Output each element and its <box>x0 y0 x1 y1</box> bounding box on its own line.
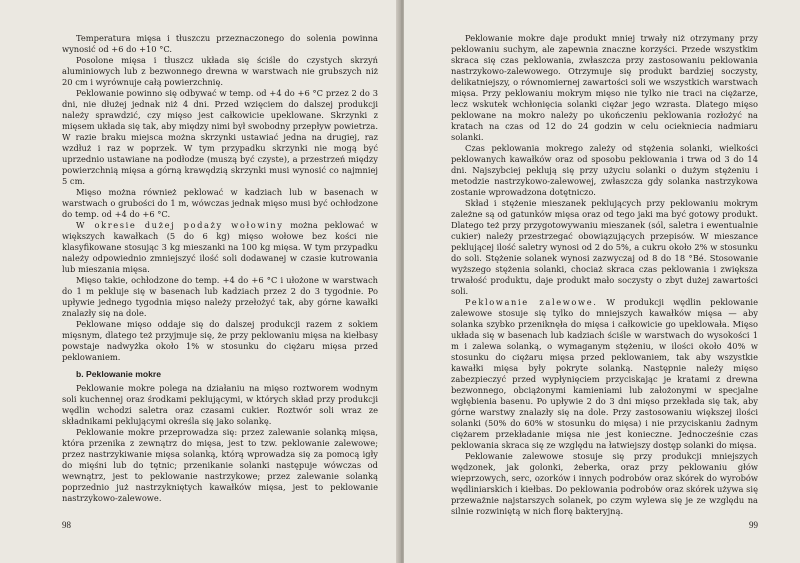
paragraph-text: W produkcji wędlin peklowanie zalewowe stosuje się tylko do mniejszych kawałków mięsa — aby solanka szybko przeniknęła do mięsa i całkowicie go upeklowała. Mięso układa się w basenach lub kadziach ściśle w warstwach do wysokości 1 m i zalewa solanką, o wymaganym stężeniu, w ilości około 40% w stosunku do ciężaru mięsa przed peklowaniem, tak aby wszystkie kawałki mięsa były pokryte solanką. Następnie należy mięso zabezpieczyć przed wypłynięciem przyciskając je kratami z drewna bezwonnego, obciążonymi kamieniami lub założonymi w specjalne wgłębienia basenu. Po upływie 2 do 3 dni mięso przekłada się tak, aby górne warstwy znalazły się na dole. Przy zastosowaniu większej ilości solanki (50% do 60% w stosunku do mięsa) i nie przyciskaniu żadnym ciężarem przekładanie mięsa nie jest konieczne. Jednocześnie czas peklowania skraca się ze względu na łatwiejszy dostęp solanki do mięsa. <box>451 297 758 450</box>
paragraph-text: można peklować w większych kawałkach (5 do 6 kg) mięso wołowe bez kości nie klasyfikowane stosując 3 kg mieszanki na 100 kg mięsa. W tym przypadku należy odpowiednio zmniejszyć ilość soli dodawanej w czasie kutrowania lub mieszania mięsa. <box>62 220 378 274</box>
right-page <box>404 0 800 563</box>
paragraph: Peklowanie mokre polega na działaniu na mięso roztworem wodnym soli kuchennej oraz środkami peklującymi, w których skład przy produkcji wędlin wchodzi saletra oraz czasami cukier. Roztwór soli wraz ze składnikami peklującymi określa się jako solankę. <box>62 383 378 426</box>
spaced-lead: Peklowanie zalewowe. <box>465 297 598 307</box>
paragraph: Peklowanie zalewowe stosuje się przy produkcji mniejszych wędzonek, jak golonki, żeberka, oraz przy peklowaniu głów wieprzowych, serc, ozorków i innych podrobów oraz skórek do wyrobów wędliniarskich i kiełbas. Do peklowania podrobów oraz skórek używa się przeważnie najstarszych solanek, po czym wylewa się je ze względu na silnie rozwiniętą w nich florę bakteryjną. <box>451 451 758 516</box>
paragraph: Peklowanie powinno się odbywać w temp. od +4 do +6 °C przez 2 do 3 dni, nie dłużej jednak niż 4 dni. Przed wzięciem do dalszej produkcji należy sprawdzić, czy mięso jest całkowicie upeklowane. Skrzynki z mięsem układa się tak, aby między nimi był swobodny przepływ powietrza. W razie braku miejsca można skrzynki ustawiać jedna na drugiej, raz wzdłuż i raz w poprzek. W tym przypadku skrzynki nie mogą być uprzednio ustawiane na podłodze (muszą być czyste), a przestrzeń między powierzchnią mięsa a górną krawędzią skrzynki musi wynosić co najmniej 5 cm. <box>62 88 378 186</box>
paragraph: Peklowane mięso oddaje się do dalszej produkcji razem z sokiem mięsnym, dlatego też przyjmuje się, że przy peklowaniu mięsa na kiełbasy powstaje nadwyżka około 1% w stosunku do ciężaru mięsa przed peklowaniem. <box>62 319 378 362</box>
paragraph: Mięso można również peklować w kadziach lub w basenach w warstwach o grubości do 1 m, wówczas jednak mięso musi być ochłodzone do temp. od +4 do +6 °C. <box>62 187 378 219</box>
paragraph: Temperatura mięsa i tłuszczu przeznaczonego do solenia powinna wynosić od +6 do +10 °C. <box>62 33 378 54</box>
spaced-lead: W okresie dużej podaży wołowiny <box>76 220 284 230</box>
paragraph: Peklowanie mokre przeprowadza się: przez zalewanie solanką mięsa, która przenika z zewnątrz do mięsa, jest to tzw. peklowanie zalewowe; przez nastrzykiwanie mięsa solanką, którą wprowadza się za pomocą igły do mięśni lub do tętnic; przenikanie solanki następuje wówczas od wewnątrz, jest to peklowanie nastrzykowe; przez zalewanie solanką poprzednio już nastrzykniętych kawałków mięsa, jest to peklowanie nastrzykowo-zalewowe. <box>62 427 378 503</box>
paragraph: Peklowanie mokre daje produkt mniej trwały niż otrzymany przy peklowaniu suchym, ale zapewnia znaczne korzyści. Przede wszystkim skraca się czas peklowania, zwłaszcza przy zastosowaniu peklowania nastrzykowo-zalewowego. Otrzymuje się produkt bardziej soczysty, delikatniejszy, o równomiernej zawartości soli we wszystkich warstwach mięsa. Przy peklowaniu mokrym mięso nie tylko nie traci na ciężarze, lecz wskutek wchłonięcia solanki ciężar jego wzrasta. Dlatego mięso peklowane na mokro należy po ukończeniu peklowania rozłożyć na kratach na czas od 12 do 24 godzin w celu ociekniecia nadmiaru solanki. <box>451 33 758 142</box>
page-number: 99 <box>749 520 758 530</box>
paragraph: Posolone mięsa i tłuszcz układa się ściśle do czystych skrzyń aluminiowych lub z bezwonnego drewna w warstwach nie grubszych niż 20 cm i wyrównuje całą powierzchnię. <box>62 55 378 87</box>
page-number: 98 <box>62 520 71 530</box>
paragraph <box>62 220 378 275</box>
paragraph: Skład i stężenie mieszanek peklujących przy peklowaniu mokrym zależne są od gatunków mięsa oraz od tego jaki ma być gotowy produkt. Dlatego też przy przygotowywaniu mieszanek (sól, saletra i ewentualnie cukier) należy przestrzegać obowiązujących przepisów. W mieszance peklującej ilość saletry wynosi od 2 do 5%, a cukru około 2% w stosunku do soli. Stężenie solanek wynosi zazwyczaj od 8 do 18 °Bé. Stosowanie wyższego stężenia solanki, chociaż skraca czas peklowania i zwiększa trwałość produktu, daje produkt mało soczysty o zbyt dużej zawartości soli. <box>451 198 758 296</box>
paragraph <box>451 297 758 451</box>
paragraph: Czas peklowania mokrego zależy od stężenia solanki, wielkości peklowanych kawałków oraz od sposobu peklowania i trwa od 3 do 14 dni. Najszybciej peklują się przy użyciu solanki o dużym stężeniu i metodzie nastrzykowo-zalewowej, zwłaszcza gdy solanka nastrzykowa zostanie wprowadzona dotętniczo. <box>451 143 758 197</box>
paragraph: Mięso takie, ochłodzone do temp. +4 do +6 °C i ułożone w warstwach do 1 m pekluje się w basenach lub kadziach przez 2 do 3 tygodnie. Po upływie jednego tygodnia mięso należy przełożyć tak, aby górne kawałki znalazły się na dole. <box>62 275 378 318</box>
section-heading: b. Peklowanie mokre <box>76 369 162 379</box>
